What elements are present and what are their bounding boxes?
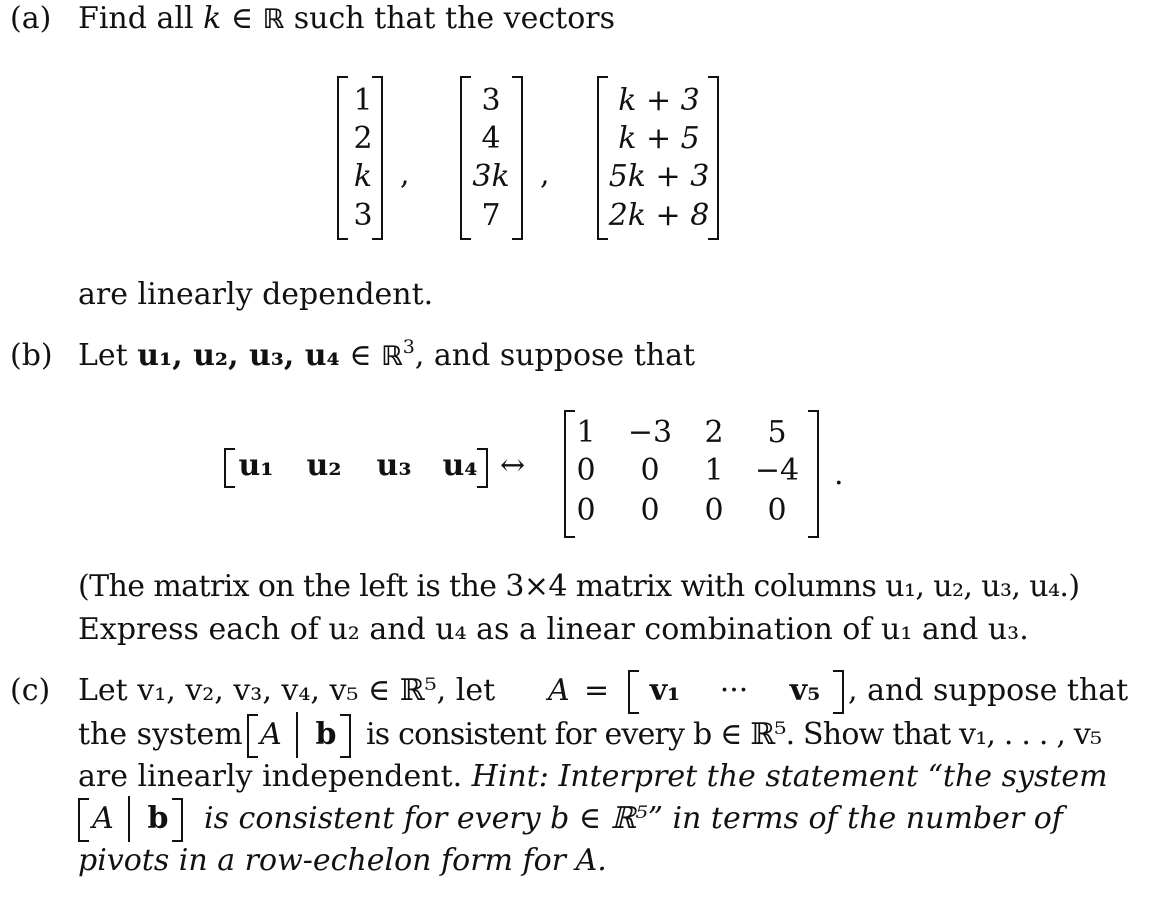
- row-equivalence-symbol: ↔: [500, 448, 526, 483]
- right-matrix-cell: 0: [767, 493, 787, 528]
- part-c-line4: is consistent for every b ∈ ℝ⁵” in terms of the number of: [204, 801, 1063, 836]
- part-c-A: A: [548, 673, 570, 708]
- v-matrix-right-bracket: [833, 670, 844, 714]
- part-a-label: (a): [10, 1, 52, 36]
- vector-2-entry: 7: [481, 198, 501, 233]
- part-c-label: (c): [10, 673, 51, 708]
- vector-2-entry: 3: [481, 83, 501, 118]
- left-matrix-col: u₂: [306, 448, 342, 483]
- vector-1-entry: 2: [353, 121, 373, 156]
- aug2-A: A: [92, 801, 114, 836]
- left-matrix-col: u₁: [238, 448, 274, 483]
- vector-1-entry: 3: [353, 198, 373, 233]
- part-b-paren-note: (The matrix on the left is the 3×4 matrix with columns u₁, u₂, u₃, u₄.): [78, 569, 1080, 604]
- aug1-b: b: [315, 717, 337, 752]
- v-matrix-col: v₅: [789, 673, 821, 708]
- v-matrix-col: ···: [719, 673, 749, 708]
- vector-2-entry: 3k: [472, 159, 510, 194]
- right-matrix-cell: −3: [627, 415, 673, 450]
- matrix-period: .: [834, 457, 844, 492]
- reals-symbol: ℝ: [381, 341, 403, 372]
- right-matrix-cell: 0: [640, 453, 660, 488]
- part-c-line1-rest: , and suppose that: [848, 673, 1129, 708]
- vector-3-entry: 2k + 8: [608, 198, 710, 233]
- part-c-line3: [78, 759, 1120, 794]
- v-matrix-left-bracket: [628, 670, 639, 714]
- right-matrix-cell: 2: [704, 415, 724, 450]
- line3-hint: Hint: Interpret the statement “the system: [471, 759, 1108, 794]
- vector-3-entry: k + 5: [618, 121, 700, 156]
- left-matrix-col: u₃: [376, 448, 412, 483]
- let-word: Let: [78, 338, 128, 373]
- right-matrix-cell: 0: [640, 493, 660, 528]
- aug1-divider: [296, 712, 298, 758]
- part-c-line2-pre: the system: [78, 717, 243, 752]
- right-matrix-cell: 0: [576, 453, 596, 488]
- part-b-label: (b): [10, 338, 53, 373]
- u-vectors: u₁, u₂, u₃, u₄: [137, 338, 340, 373]
- vector-separator: ,: [540, 157, 550, 192]
- left-matrix-col: u₄: [442, 448, 478, 483]
- intro-var: k: [203, 1, 222, 36]
- right-matrix-cell: 0: [576, 493, 596, 528]
- part-b-intro: [78, 336, 696, 373]
- vector-3-entry: 5k + 3: [608, 159, 710, 194]
- suppose-text: , and suppose that: [414, 338, 696, 373]
- part-b-express: Express each of u₂ and u₄ as a linear combination of u₁ and u₃.: [78, 612, 1029, 647]
- vector-1-entry: 1: [353, 83, 373, 118]
- right-matrix-cell: 5: [767, 415, 787, 450]
- intro-reals: ℝ: [262, 4, 285, 35]
- intro-rest: such that the vectors: [293, 1, 616, 36]
- vector-2-entry: 4: [481, 121, 501, 156]
- part-c-line1-let: Let v₁, v₂, v₃, v₄, v₅ ∈ ℝ⁵, let: [78, 673, 496, 708]
- part-c-line2-post: is consistent for every b ∈ ℝ⁵. Show that v₁, . . . , v₅: [366, 717, 1102, 752]
- vector-1-entry: k: [353, 159, 373, 194]
- intro-in: ∈: [230, 1, 254, 36]
- vector-separator: ,: [400, 157, 410, 192]
- part-a-intro: [78, 1, 616, 36]
- part-c-equals: =: [584, 673, 610, 708]
- right-matrix-cell: 0: [704, 493, 724, 528]
- part-a-conclusion: are linearly dependent.: [78, 277, 434, 312]
- part-c-line5: pivots in a row-echelon form for A.: [78, 843, 607, 878]
- v-matrix-col: v₁: [649, 673, 681, 708]
- aug2-b: b: [147, 801, 169, 836]
- right-matrix-cell: 1: [704, 453, 724, 488]
- intro-find-all: Find all: [78, 1, 194, 36]
- in-symbol: ∈: [349, 338, 372, 373]
- aug2-divider: [128, 796, 130, 842]
- vector-3-entry: k + 3: [618, 83, 700, 118]
- aug1-A: A: [260, 717, 282, 752]
- reals-power: 3: [402, 336, 415, 358]
- right-matrix-cell: −4: [754, 453, 800, 488]
- line3-plain: are linearly independent.: [78, 759, 463, 794]
- right-matrix-cell: 1: [576, 415, 596, 450]
